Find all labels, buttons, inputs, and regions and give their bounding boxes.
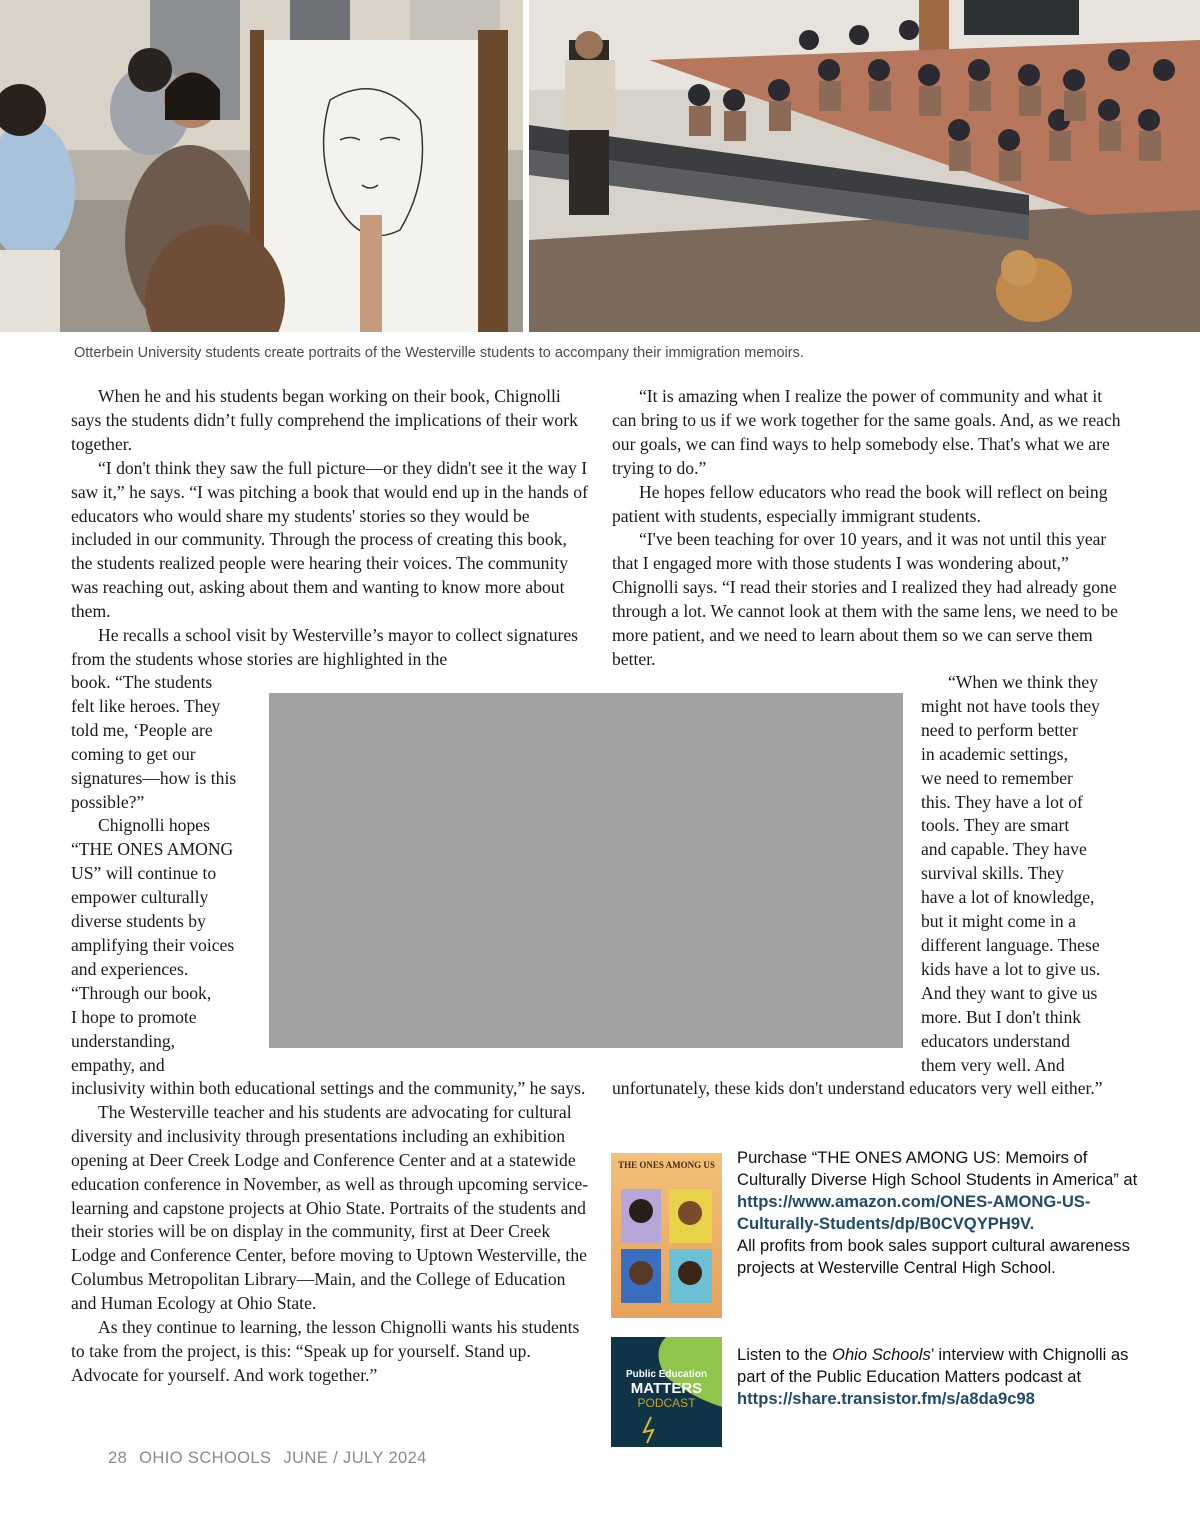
book-cover-title: THE ONES AMONG US xyxy=(618,1160,715,1170)
text-line: we need to remember xyxy=(921,767,1073,788)
paragraph: “I don't think they saw the full picture—or they didn't see it the way I saw it,” he says. “I was pitching a book that would end up in the hands of educators who would share my students' stories so they would be included in our community. Through the process of creating this book, the students realized people were hearing their voices. The community was reaching out, asking about them and wanting to know more about them. xyxy=(71,457,588,622)
podcast-text-italic: Ohio Schools xyxy=(832,1345,931,1364)
text-line: felt like heroes. They xyxy=(71,695,221,716)
page-number: 28 xyxy=(108,1449,128,1467)
text-line: told me, ‘People are xyxy=(71,719,213,740)
paragraph: When he and his students began working on their book, Chignolli says the students didn’t fully comprehend the implications of their work together. xyxy=(71,386,578,454)
article-wrap-left xyxy=(71,671,266,1077)
paragraph: As they continue to learning, the lesson Chignolli wants his students to take from the project, is this: “Speak up for yourself. Stand up. Advocate for yourself. And work together.” xyxy=(71,1317,580,1385)
book-cover-image xyxy=(611,1153,722,1318)
amazon-link[interactable]: https://www.amazon.com/ONES-AMONG-US-Culturally-Students/dp/B0CVQYPH9V. xyxy=(737,1192,1091,1233)
text-line: more. But I don't think xyxy=(921,1006,1082,1027)
paragraph: inclusivity within both educational settings and the community,” he says. xyxy=(71,1078,586,1098)
text-line: US” will continue to xyxy=(71,863,217,884)
text-line: “THE ONES AMONG xyxy=(71,839,234,860)
podcast-text-after: ’ interview with Chignolli as part of the Public Education Matters podcast at xyxy=(737,1345,1129,1386)
text-line: different language. These xyxy=(921,934,1100,955)
text-line: in academic settings, xyxy=(921,743,1069,764)
text-line: this. They have a lot of xyxy=(921,791,1083,812)
text-line: signatures—how is this xyxy=(71,767,237,788)
text-line: and experiences. xyxy=(71,958,189,979)
text-line: tools. They are smart xyxy=(921,815,1070,836)
text-line: educators understand xyxy=(921,1030,1071,1051)
text-line: “When we think they xyxy=(948,672,1098,692)
book-purchase-text: Purchase “THE ONES AMONG US: Memoirs of Culturally Diverse High School Students in America” at xyxy=(737,1148,1138,1189)
book-profits-text: All profits from book sales support cultural awareness projects at Westerville Central High School. xyxy=(737,1236,1130,1277)
paragraph: He recalls a school visit by Westerville’s mayor to collect signatures from the students whose stories are highlighted in the xyxy=(71,625,579,669)
podcast-link[interactable]: https://share.transistor.fm/s/a8da9c98 xyxy=(737,1389,1035,1408)
article-continued-left xyxy=(71,1077,591,1388)
photo-lecture-hall xyxy=(529,0,1200,332)
article-continued-right xyxy=(612,1077,1127,1101)
podcast-text-before: Listen to the xyxy=(737,1345,828,1364)
text-line: I hope to promote xyxy=(71,1006,197,1027)
text-line: survival skills. They xyxy=(921,863,1064,884)
article-wrap-right xyxy=(921,671,1131,1077)
text-line: empathy, and xyxy=(71,1054,165,1075)
text-line: And they want to give us xyxy=(921,982,1098,1003)
article-column-right xyxy=(612,385,1127,672)
magazine-name: OHIO SCHOOLS xyxy=(139,1449,272,1467)
text-line: diverse students by xyxy=(71,911,206,932)
text-line: need to perform better xyxy=(921,719,1078,740)
text-line: “Through our book, xyxy=(71,982,212,1003)
podcast-logo-line2: MATTERS xyxy=(630,1380,703,1397)
text-line: but it might come in a xyxy=(921,911,1076,932)
text-line: kids have a lot to give us. xyxy=(921,958,1101,979)
text-line: amplifying their voices xyxy=(71,934,235,955)
paragraph: “It is amazing when I realize the power of community and what it can bring to us if we work together for the same goals. And, as we reach our goals, we can find ways to help somebody else. That's what we are trying to do.” xyxy=(612,386,1121,478)
image-placeholder xyxy=(269,693,903,1048)
book-purchase-info xyxy=(737,1147,1157,1279)
paragraph: The Westerville teacher and his students are advocating for cultural diversity and inclusivity through presentations including an exhibition opening at Deer Creek Lodge and Conference Center and at a statewide education conference in November, as well as through upcoming service-learning and capstone projects at Ohio State. Portraits of the students and their stories will be on display in the community, first at Deer Creek Lodge and Conference Center, before moving to Uptown Westerville, the Columbus Metropolitan Library—Main, and the College of Education and Human Ecology at Ohio State. xyxy=(71,1101,589,1314)
paragraph: “I've been teaching for over 10 years, and it was not until this year that I engaged more with those students I was wondering about,” Chignolli says. “I read their stories and I realized they had already gone through a lot. We cannot look at them with the same lens, we need to be more patient, and we need to learn about them so we can serve them better. xyxy=(612,529,1118,669)
page-footer xyxy=(108,1449,439,1468)
text-line: might not have tools they xyxy=(921,695,1100,716)
issue-date: JUNE / JULY 2024 xyxy=(283,1449,427,1467)
paragraph: unfortunately, these kids don't understand educators very well either.” xyxy=(612,1078,1103,1098)
text-line: book. “The students xyxy=(71,672,213,692)
podcast-logo-line1: Public Education xyxy=(625,1369,708,1380)
podcast-info xyxy=(737,1344,1157,1410)
photo-portrait-drawing xyxy=(0,0,523,332)
photo-caption: Otterbein University students create portraits of the Westerville students to accompany their immigration memoirs. xyxy=(74,345,804,361)
text-line: possible?” xyxy=(71,791,145,812)
paragraph: He hopes fellow educators who read the book will reflect on being patient with students, especially immigrant students. xyxy=(612,481,1108,526)
text-line: coming to get our xyxy=(71,743,196,764)
text-line: have a lot of knowledge, xyxy=(921,887,1095,908)
article-column-left xyxy=(71,385,591,672)
text-line: understanding, xyxy=(71,1030,176,1051)
text-line: and capable. They have xyxy=(921,839,1087,860)
podcast-logo-line3: PODCAST xyxy=(637,1396,696,1410)
text-line: Chignolli hopes xyxy=(98,815,210,836)
podcast-logo-image xyxy=(611,1337,722,1447)
text-line: empower culturally xyxy=(71,887,209,908)
text-line: them very well. And xyxy=(921,1054,1065,1075)
